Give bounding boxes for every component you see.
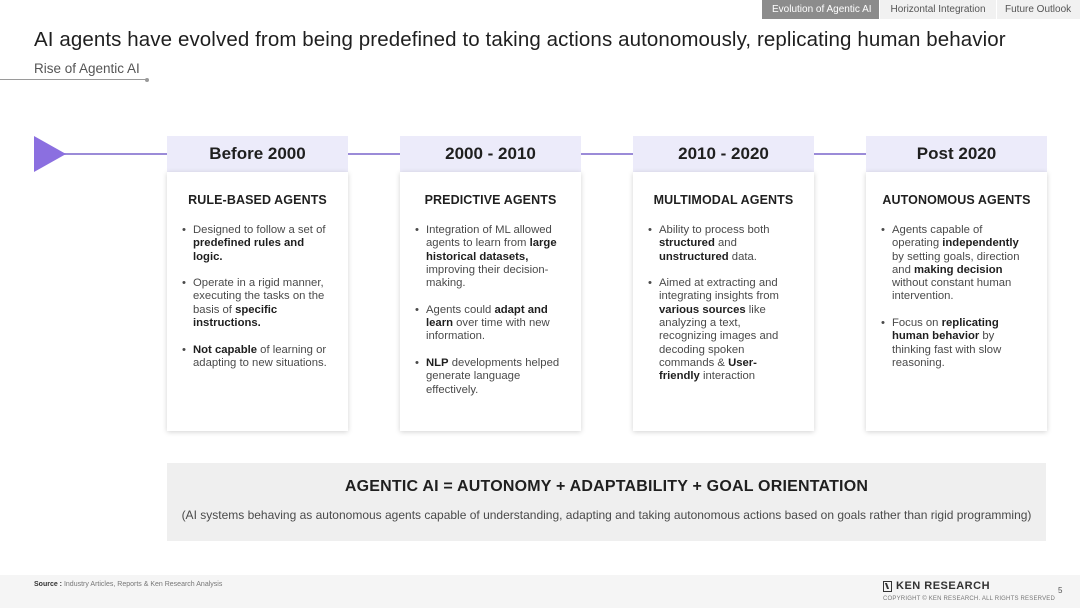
- play-arrow-icon: [34, 136, 66, 172]
- subtitle-underline: [0, 79, 147, 80]
- timeline-card-post-2020: [866, 172, 1047, 431]
- ken-research-logo-icon: [883, 581, 892, 592]
- footer: [0, 575, 1080, 608]
- bullet-item: • Not capable of learning or adapting to new situations.: [193, 344, 331, 371]
- bullet-item: • Designed to follow a set of predefined rules and logic.: [193, 224, 331, 264]
- brand-name: KEN RESEARCH: [896, 580, 991, 592]
- bullet-item: • Integration of ML allowed agents to learn from large historical datasets, improving their decision-making.: [426, 224, 564, 290]
- period-header-2010-2020: 2010 - 2020: [633, 136, 814, 172]
- bullet-item: • Aimed at extracting and integrating insights from various sources like analyzing a text, recognizing images and decoding spoken commands & User-friendly interaction: [659, 277, 797, 383]
- bullet-list: [892, 224, 1030, 384]
- bullet-item: • Operate in a rigid manner, executing the tasks on the basis of specific instructions.: [193, 277, 331, 330]
- source-text: Industry Articles, Reports & Ken Research Analysis: [63, 581, 223, 588]
- bullet-item: • NLP developments helped generate language effectively.: [426, 357, 564, 397]
- source-label: Source :: [34, 581, 63, 588]
- bullet-item: • Agents could adapt and learn over time with new information.: [426, 304, 564, 344]
- period-header-before-2000: Before 2000: [167, 136, 348, 172]
- tab-evolution-of-agentic-ai[interactable]: Evolution of Agentic AI: [761, 0, 879, 19]
- subtitle-underline-dot: [145, 78, 149, 82]
- card-heading: MULTIMODAL AGENTS: [653, 193, 794, 207]
- bullet-item: • Ability to process both structured and unstructured data.: [659, 224, 797, 264]
- period-header-post-2020: Post 2020: [866, 136, 1047, 172]
- card-heading: PREDICTIVE AGENTS: [424, 193, 557, 207]
- page-subtitle: Rise of Agentic AI: [34, 61, 140, 76]
- card-heading: AUTONOMOUS AGENTS: [882, 193, 1031, 207]
- card-heading: RULE-BASED AGENTS: [188, 193, 327, 207]
- agentic-ai-formula: AGENTIC AI = AUTONOMY + ADAPTABILITY + GOAL ORIENTATION: [344, 478, 869, 495]
- timeline-card-2010-2020: [633, 172, 814, 431]
- summary-box: [167, 463, 1046, 541]
- bullet-list: [193, 224, 331, 384]
- copyright-text: COPYRIGHT © KEN RESEARCH. ALL RIGHTS RESERVED: [883, 596, 1056, 602]
- page-title: AI agents have evolved from being predefined to taking actions autonomously, replicating human behavior: [34, 28, 1006, 51]
- bullet-list: [426, 224, 564, 410]
- formula-description: (AI systems behaving as autonomous agents capable of understanding, adapting and taking autonomous actions based on goals rather than rigid programming): [181, 508, 1032, 522]
- timeline-card-before-2000: [167, 172, 348, 431]
- bullet-item: • Agents capable of operating independently by setting goals, direction and making decision without constant human intervention.: [892, 224, 1030, 304]
- source-note: [34, 581, 222, 588]
- page-number: 5: [1058, 586, 1063, 595]
- bullet-item: • Focus on replicating human behavior by thinking fast with slow reasoning.: [892, 317, 1030, 370]
- timeline-card-2000-2010: [400, 172, 581, 431]
- period-header-2000-2010: 2000 - 2010: [400, 136, 581, 172]
- section-tabs: [761, 0, 1080, 19]
- bullet-list: [659, 224, 797, 397]
- tab-horizontal-integration[interactable]: Horizontal Integration: [879, 0, 996, 19]
- brand-logo: [883, 580, 990, 592]
- tab-future-outlook[interactable]: Future Outlook: [996, 0, 1080, 19]
